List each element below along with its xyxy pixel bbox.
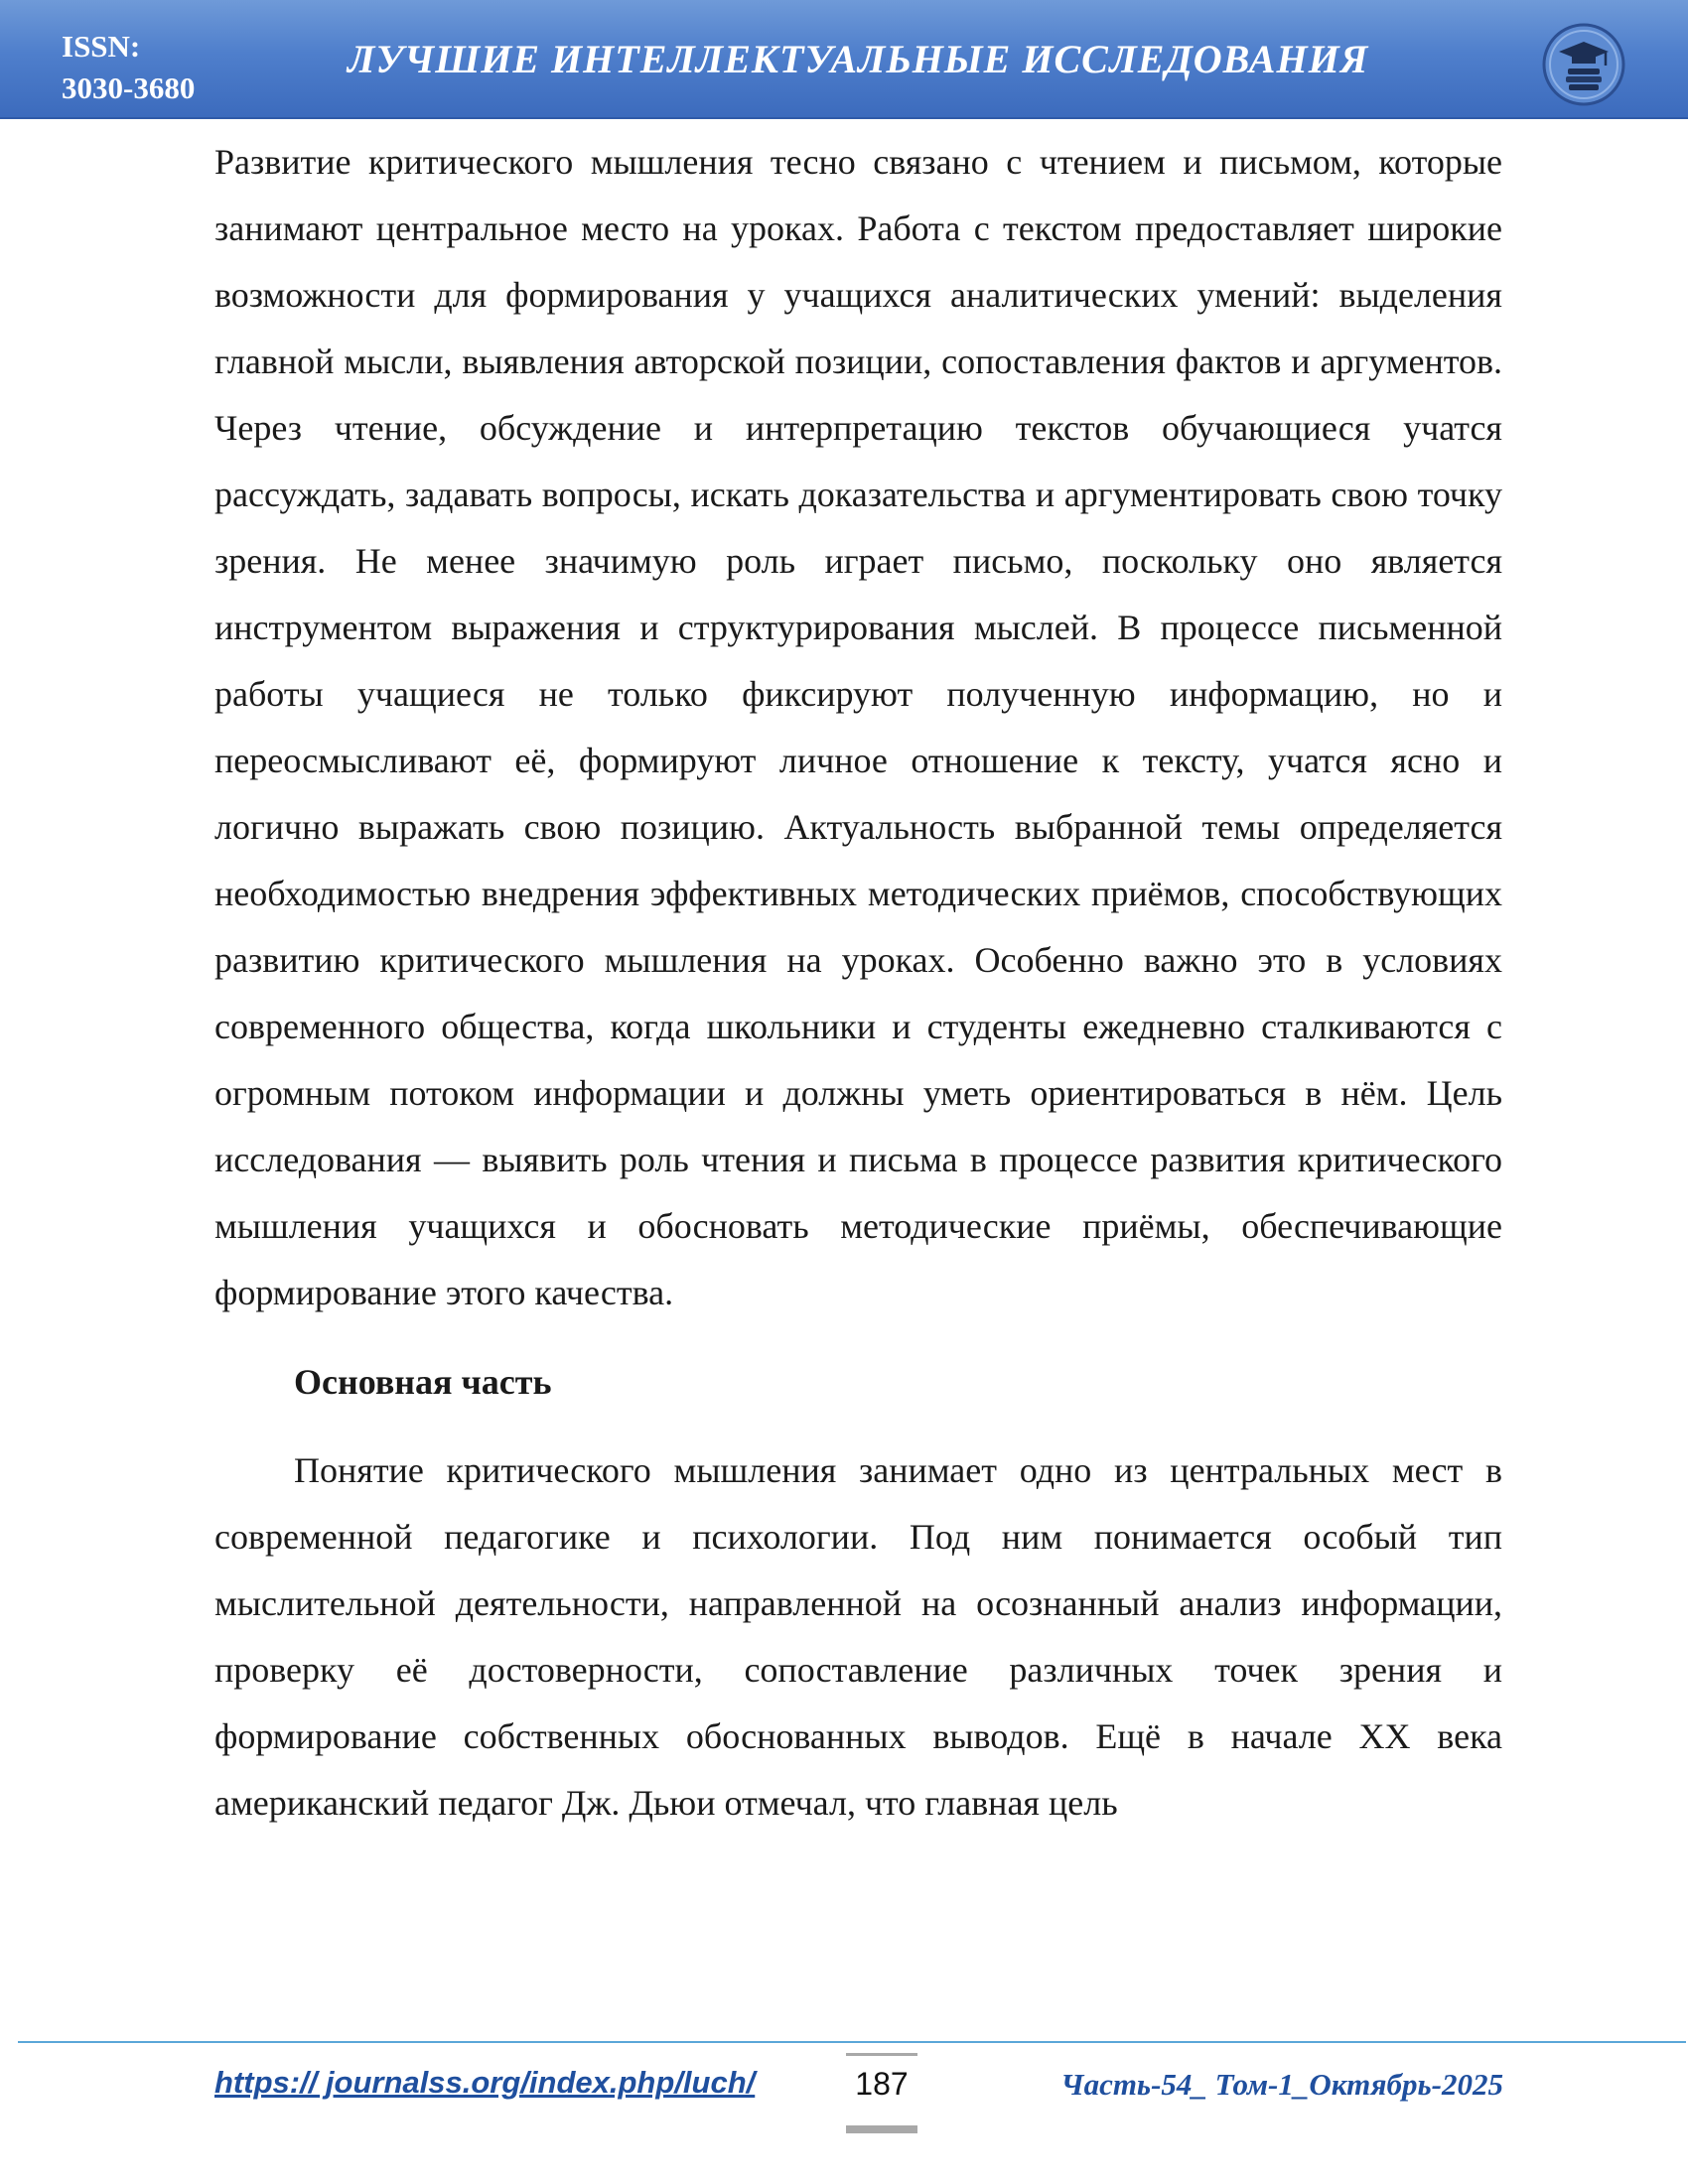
journal-url-link[interactable]: https:// journalss.org/index.php/luch/ [214,2065,756,2100]
issn-label: ISSN: [62,29,141,64]
issn-number: 3030-3680 [62,70,196,105]
footer-divider [18,2041,1686,2043]
article-body [214,129,1502,1837]
issue-info: Часть-54_ Том-1_Октябрь-2025 [1060,2067,1503,2102]
body-paragraph-1: Развитие критического мышления тесно связано с чтением и письмом, которые занимают центральное место на уроках. Работа с текстом предоставляет широкие возможности для формирования у учащихся аналитических умений: выделения главной мысли, выявления авторской позиции, сопоставления фактов и аргументов. Через чтение, обсуждение и интерпретацию текстов обучающиеся учатся рассуждать, задавать вопросы, искать доказательства и аргументировать свою точку зрения. Не менее значимую роль играет письмо, поскольку оно является инструментом выражения и структурирования мыслей. В процессе письменной работы учащиеся не только фиксируют полученную информацию, но и переосмысливают её, формируют личное отношение к тексту, учатся ясно и логично выражать свою позицию. Актуальность выбранной темы определяется необходимостью внедрения эффективных методических приёмов, способствующих развитию критического мышления на уроках. Особенно важно это в условиях современного общества, когда школьники и студенты ежедневно сталкиваются с огромным потоком информации и должны уметь ориентироваться в нём. Цель исследования — выявить роль чтения и письма в процессе развития критического мышления учащихся и обосновать методические приёмы, обеспечивающие формирование этого качества. [214,142,1502,1312]
journal-title: ЛУЧШИЕ ИНТЕЛЛЕКТУАЛЬНЫЕ ИССЛЕДОВАНИЯ [348,37,1369,81]
section-heading: Основная часть [294,1362,552,1402]
journal-header [0,0,1688,119]
issn-block [62,26,195,109]
body-paragraph-2: Понятие критического мышления занимает одно из центральных мест в современной педагогике и психологии. Под ним понимается особый тип мыслительной деятельности, направленной на осознанный анализ информации, проверку её достоверности, сопоставление различных точек зрения и формирование собственных обоснованных выводов. Ещё в начале XX века американский педагог Дж. Дьюи отмечал, что главная цель [214,1450,1502,1823]
graduation-cap-books-icon [1535,22,1632,107]
page-number: 187 [846,2053,917,2133]
